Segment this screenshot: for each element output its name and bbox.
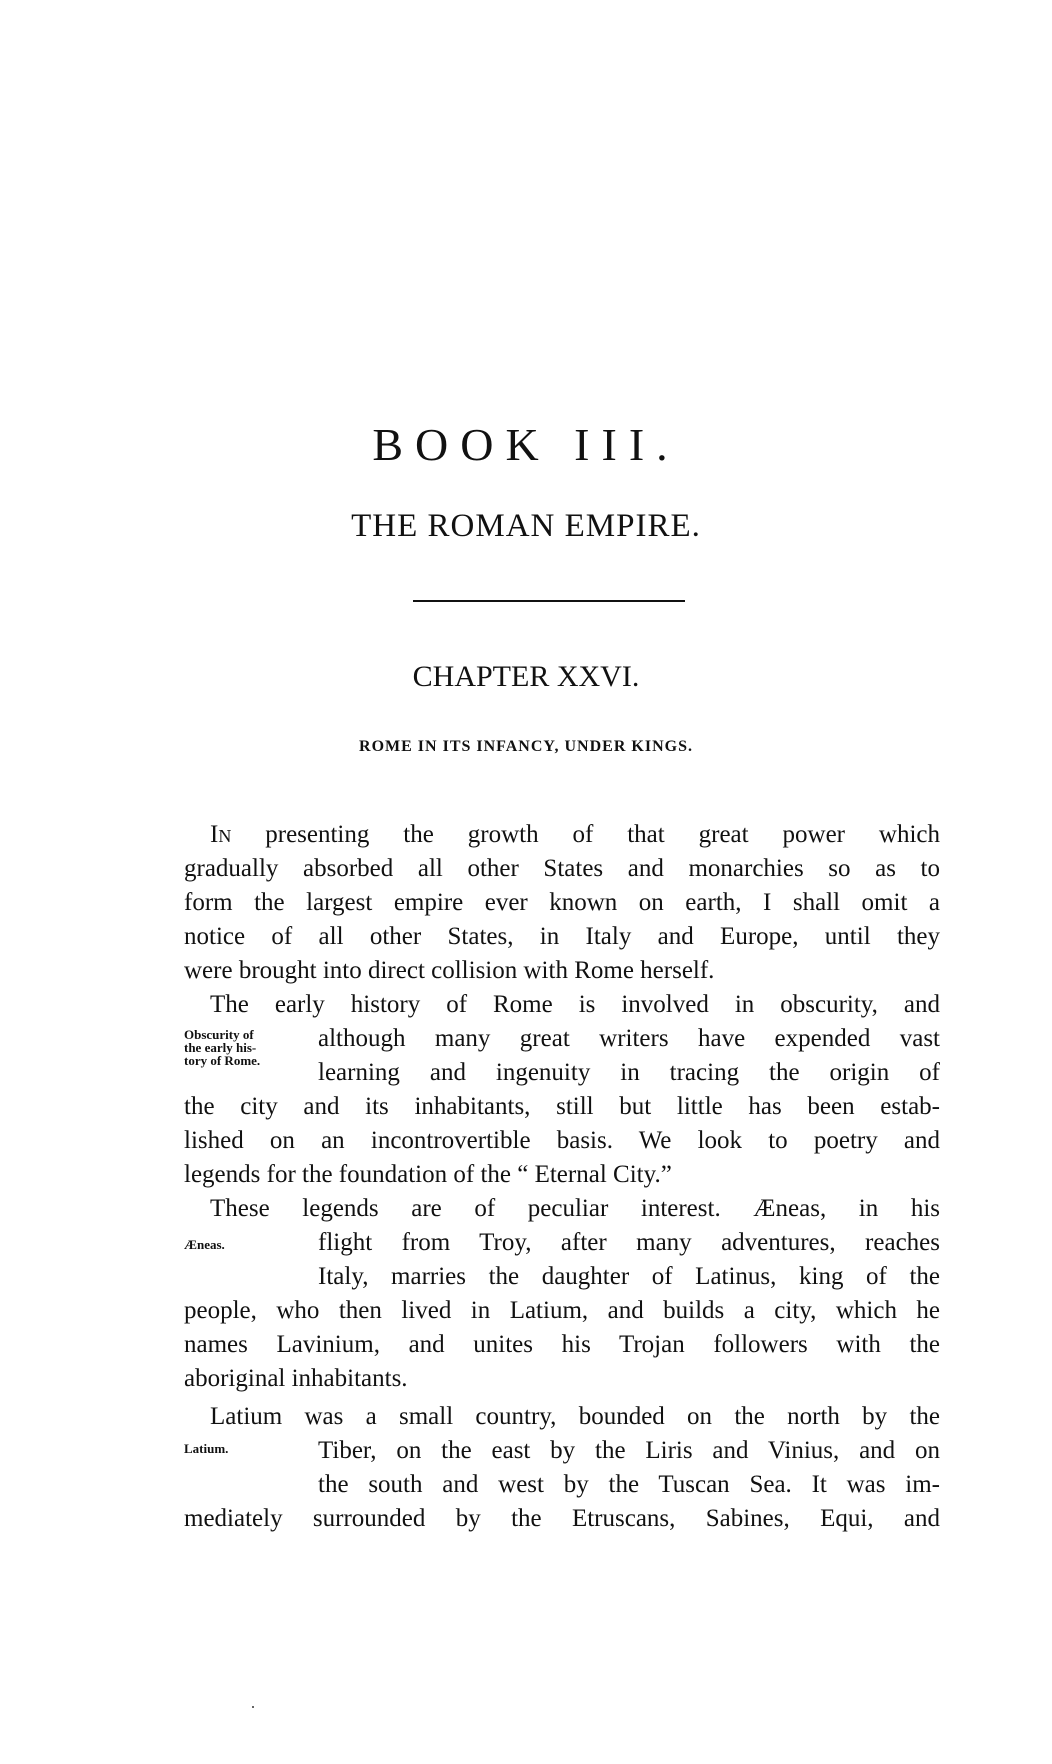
text-line: gradually absorbed all other States and monarchies so as to <box>184 855 940 882</box>
text-line: flight from Troy, after many adventures, reaches <box>318 1229 940 1256</box>
text-line: lished on an incontrovertible basis. We look to poetry and <box>184 1127 940 1154</box>
text-line: Tiber, on the east by the Liris and Vinius, and on <box>318 1437 940 1464</box>
text-line: were brought into direct collision with Rome herself. <box>184 957 715 984</box>
text-line: mediately surrounded by the Etruscans, Sabines, Equi, and <box>184 1505 940 1532</box>
text-line: Italy, marries the daughter of Latinus, king of the <box>318 1263 940 1290</box>
margin-note-obscurity: Obscurity of <box>184 1027 254 1042</box>
margin-note-obscurity: tory of Rome. <box>184 1053 261 1068</box>
text-line: learning and ingenuity in tracing the origin of <box>318 1059 940 1086</box>
book-title: BOOK III. <box>372 419 680 470</box>
text-line: These legends are of peculiar interest. Æneas, in his <box>210 1195 940 1222</box>
text-line: form the largest empire ever known on earth, I shall omit a <box>184 889 940 916</box>
text-line: the south and west by the Tuscan Sea. It was im- <box>318 1471 940 1498</box>
text-line: aboriginal inhabitants. <box>184 1365 408 1392</box>
text-line <box>210 818 940 852</box>
margin-note-obscurity: the early his- <box>184 1040 257 1055</box>
text-line: legends for the foundation of the “ Eternal City.” <box>184 1161 672 1188</box>
print-speck <box>252 1706 254 1708</box>
text-line: notice of all other States, in Italy and Europe, until they <box>184 923 940 950</box>
title-rule <box>413 600 685 602</box>
part-title: THE ROMAN EMPIRE. <box>351 508 701 544</box>
text-line: although many great writers have expended vast <box>318 1025 940 1052</box>
margin-note-aeneas: Æneas. <box>184 1237 225 1252</box>
text-line: people, who then lived in Latium, and builds a city, which he <box>184 1297 940 1324</box>
text-line: Latium was a small country, bounded on the north by the <box>210 1403 940 1430</box>
margin-note-latium: Latium. <box>184 1441 229 1456</box>
text-line: The early history of Rome is involved in obscurity, and <box>210 991 940 1018</box>
text-line: the city and its inhabitants, still but little has been estab- <box>184 1093 940 1120</box>
chapter-subtitle: ROME IN ITS INFANCY, UNDER KINGS. <box>359 738 693 755</box>
text-line: names Lavinium, and unites his Trojan followers with the <box>184 1331 940 1358</box>
text-line-rest: presenting the growth of that great power which <box>231 821 940 848</box>
drop-word: In <box>210 821 232 848</box>
chapter-title: CHAPTER XXVI. <box>412 660 640 693</box>
